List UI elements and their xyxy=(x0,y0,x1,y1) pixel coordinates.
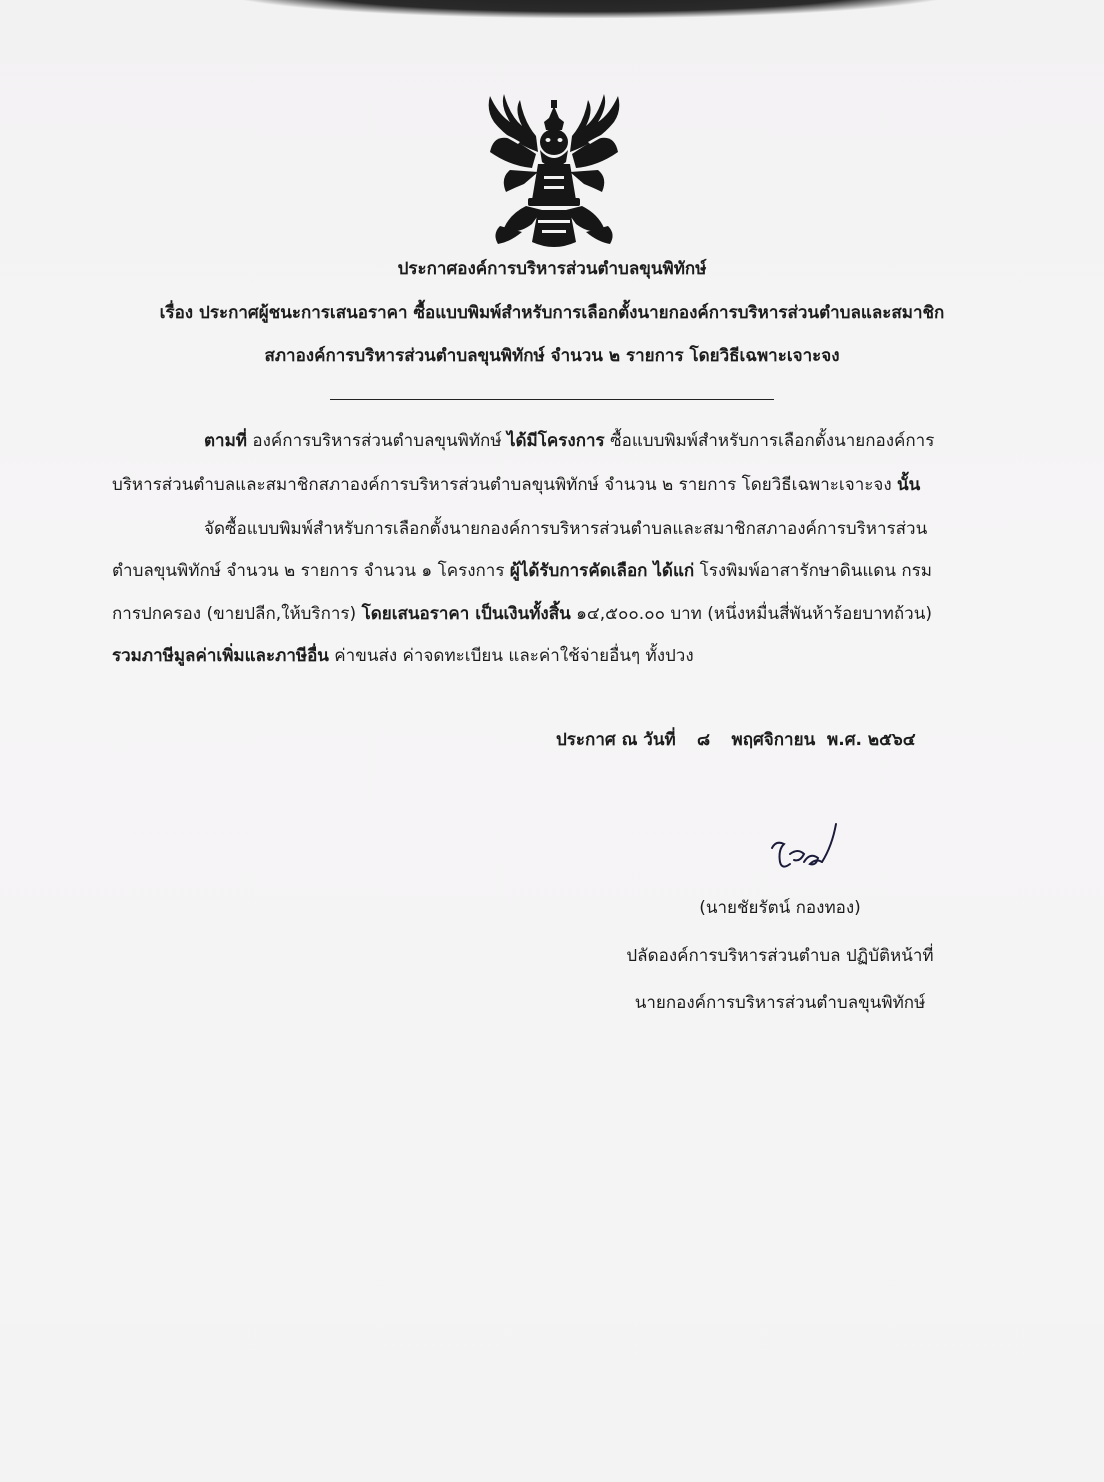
text: จัดซื้อแบบพิมพ์สำหรับการเลือกตั้งนายกองค์การบริหารส่วนตำบลและสมาชิกสภาองค์การบริหารส่วน xyxy=(204,519,928,539)
text-bold: ผู้ได้รับการคัดเลือก ได้แก่ xyxy=(509,561,695,581)
paragraph-2-line-2 xyxy=(112,560,932,582)
date-month: พฤศจิกายน xyxy=(731,730,816,750)
text-bold: ตามที่ xyxy=(204,431,247,451)
text: โรงพิมพ์อาสารักษาดินแดน กรม xyxy=(694,561,932,581)
date-day: ๘ xyxy=(697,730,711,750)
paragraph-2-line-3 xyxy=(112,603,932,625)
announcement-date xyxy=(556,729,916,751)
handwritten-signature xyxy=(764,818,850,878)
garuda-emblem-icon xyxy=(480,92,628,252)
top-shadow xyxy=(220,0,960,18)
subject-line-2: สภาองค์การบริหารส่วนตำบลขุนพิทักษ์ จำนวน ๒ รายการ โดยวิธีเฉพาะเจาะจง xyxy=(264,346,840,366)
text: การปกครอง (ขายปลีก,ให้บริการ) xyxy=(112,604,362,624)
date-year: พ.ศ. ๒๕๖๔ xyxy=(827,730,916,750)
text-bold: ได้มีโครงการ xyxy=(506,431,605,451)
paragraph-1-line-2 xyxy=(112,474,920,496)
text: บริหารส่วนตำบลและสมาชิกสภาองค์การบริหารส่วนตำบลขุนพิทักษ์ จำนวน ๒ รายการ โดยวิธีเฉพาะเจาะจง xyxy=(112,475,898,495)
subject-line-1: เรื่อง ประกาศผู้ชนะการเสนอราคา ซื้อแบบพิมพ์สำหรับการเลือกตั้งนายกองค์การบริหารส่วนตำบลและสมาชิก xyxy=(159,303,945,323)
header-divider xyxy=(330,399,774,400)
text: ๑๔,๕๐๐.๐๐ บาท (หนึ่งหมื่นสี่พันห้าร้อยบาทถ้วน) xyxy=(570,604,932,624)
paragraph-1-line-1 xyxy=(204,430,934,452)
text: องค์การบริหารส่วนตำบลขุนพิทักษ์ xyxy=(247,431,507,451)
text: ซื้อแบบพิมพ์สำหรับการเลือกตั้งนายกองค์การ xyxy=(604,431,935,451)
text: ตำบลขุนพิทักษ์ จำนวน ๒ รายการ จำนวน ๑ โครงการ xyxy=(112,561,510,581)
text-bold: รวมภาษีมูลค่าเพิ่มและภาษีอื่น xyxy=(112,646,329,666)
text-bold: นั้น xyxy=(897,475,921,495)
paragraph-2-line-4 xyxy=(112,645,694,667)
text-bold: โดยเสนอราคา เป็นเงินทั้งสิ้น xyxy=(361,604,571,624)
signer-position-2: นายกองค์การบริหารส่วนตำบลขุนพิทักษ์ xyxy=(634,993,926,1013)
paragraph-2-line-1 xyxy=(204,518,927,540)
announcement-title: ประกาศองค์การบริหารส่วนตำบลขุนพิทักษ์ xyxy=(397,259,707,279)
signer-position-1: ปลัดองค์การบริหารส่วนตำบล ปฏิบัติหน้าที่ xyxy=(626,946,934,966)
date-prefix: ประกาศ ณ วันที่ xyxy=(556,730,676,750)
text: ค่าขนส่ง ค่าจดทะเบียน และค่าใช้จ่ายอื่นๆ ทั้งปวง xyxy=(328,646,694,666)
signer-name: (นายชัยรัตน์ กองทอง) xyxy=(699,898,861,918)
